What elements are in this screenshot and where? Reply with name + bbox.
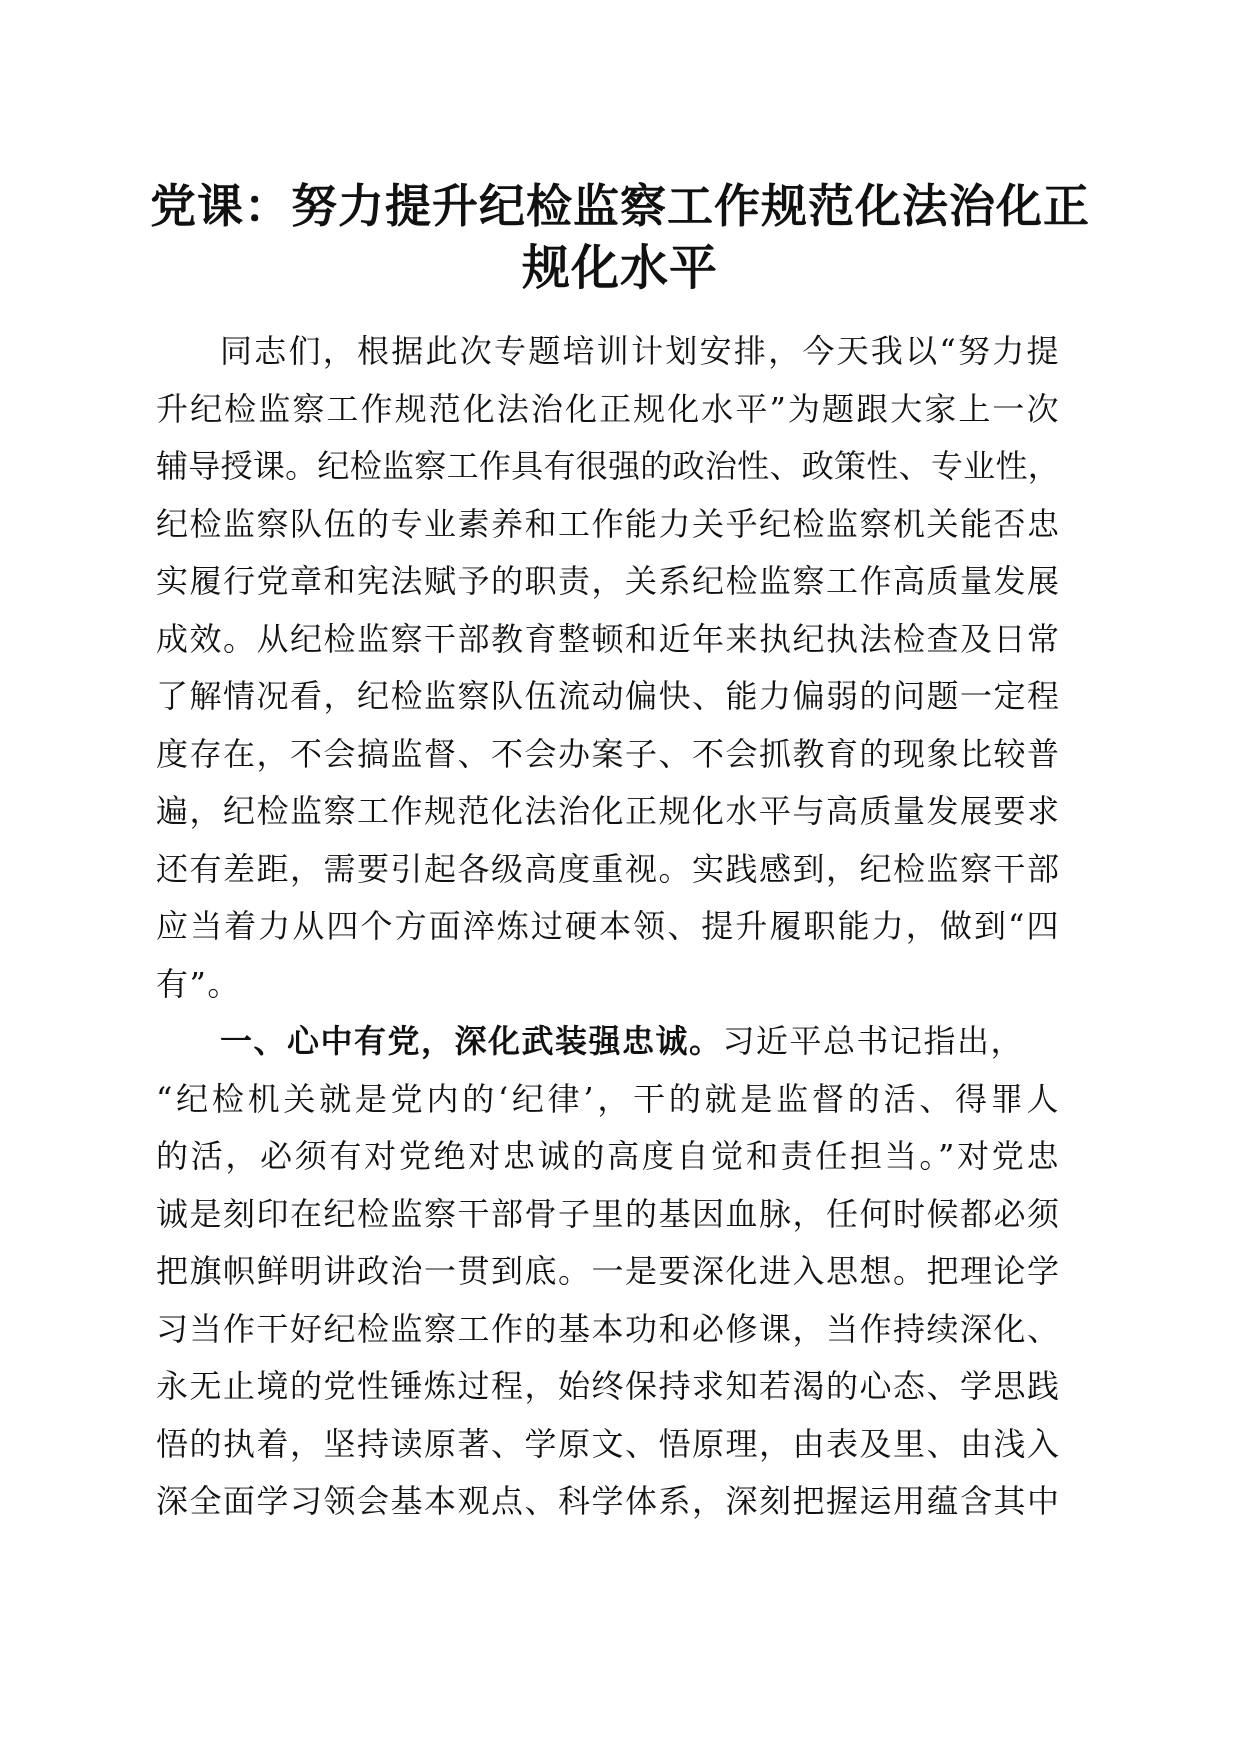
- text-line: 诚是刻印在纪检监察干部骨子里的基因血脉，任何时候都必须: [156, 1194, 1061, 1233]
- text-line: 把旗帜鲜明讲政治一贯到底。一是要深化进入思想。把理论学: [156, 1252, 1061, 1290]
- text-line: 的活，必须有对党绝对忠诚的高度自觉和责任担当。”对党忠: [156, 1137, 1060, 1175]
- text-line: 了解情况看，纪检监察队伍流动偏快、能力偏弱的问题一定程: [156, 677, 1061, 715]
- paragraph-intro: [156, 323, 1060, 1013]
- title-line-1: 党课：努力提升纪检监察工作规范化法治化正: [150, 179, 1090, 233]
- section-1-lead-text: 习近平总书记指出，: [722, 1022, 1025, 1060]
- section-1-first-line: [156, 1013, 1060, 1071]
- text-line: “纪检机关就是党内的‘纪律’，干的就是监督的活、得罪人: [156, 1079, 1060, 1118]
- text-line: 纪检监察队伍的专业素养和工作能力关乎纪检监察机关能否忠: [156, 504, 1061, 543]
- document-title: [150, 175, 1090, 299]
- text-line: 同志们，根据此次专题培训计划安排，今天我以“努力提: [220, 332, 1060, 370]
- section-heading: 一、心中有党，深化武装强忠诚。: [220, 1022, 723, 1060]
- paragraph-section-1: [156, 1013, 1060, 1531]
- text-line: 应当着力从四个方面淬炼过硬本领、提升履职能力，做到“四: [156, 907, 1060, 945]
- text-line: 还有差距，需要引起各级高度重视。实践感到，纪检监察干部: [156, 849, 1061, 888]
- text-line: 升纪检监察工作规范化法治化正规化水平”为题跟大家上一次: [156, 389, 1060, 428]
- text-line: 成效。从纪检监察干部教育整顿和近年来执纪执法检查及日常: [156, 619, 1061, 658]
- text-line: 悟的执着，坚持读原著、学原文、悟原理，由表及里、由浅入: [156, 1424, 1061, 1463]
- text-line: 有”。: [156, 964, 241, 1003]
- text-line: 度存在，不会搞监督、不会办案子、不会抓教育的现象比较普: [156, 734, 1061, 773]
- text-line: 实履行党章和宪法赋予的职责，关系纪检监察工作高质量发展: [156, 562, 1061, 600]
- text-line: 辅导授课。纪检监察工作具有很强的政治性、政策性、专业性，: [156, 447, 1060, 485]
- text-line: 深全面学习领会基本观点、科学体系，深刻把握运用蕴含其中: [156, 1482, 1061, 1520]
- document-body: [156, 323, 1060, 1531]
- title-line-2: 规化水平: [521, 240, 718, 296]
- text-line: 永无止境的党性锤炼过程，始终保持求知若渴的心态、学思践: [156, 1367, 1061, 1405]
- text-line: 遍，纪检监察工作规范化法治化正规化水平与高质量发展要求: [156, 792, 1061, 830]
- text-line: 习当作干好纪检监察工作的基本功和必修课，当作持续深化、: [156, 1309, 1061, 1348]
